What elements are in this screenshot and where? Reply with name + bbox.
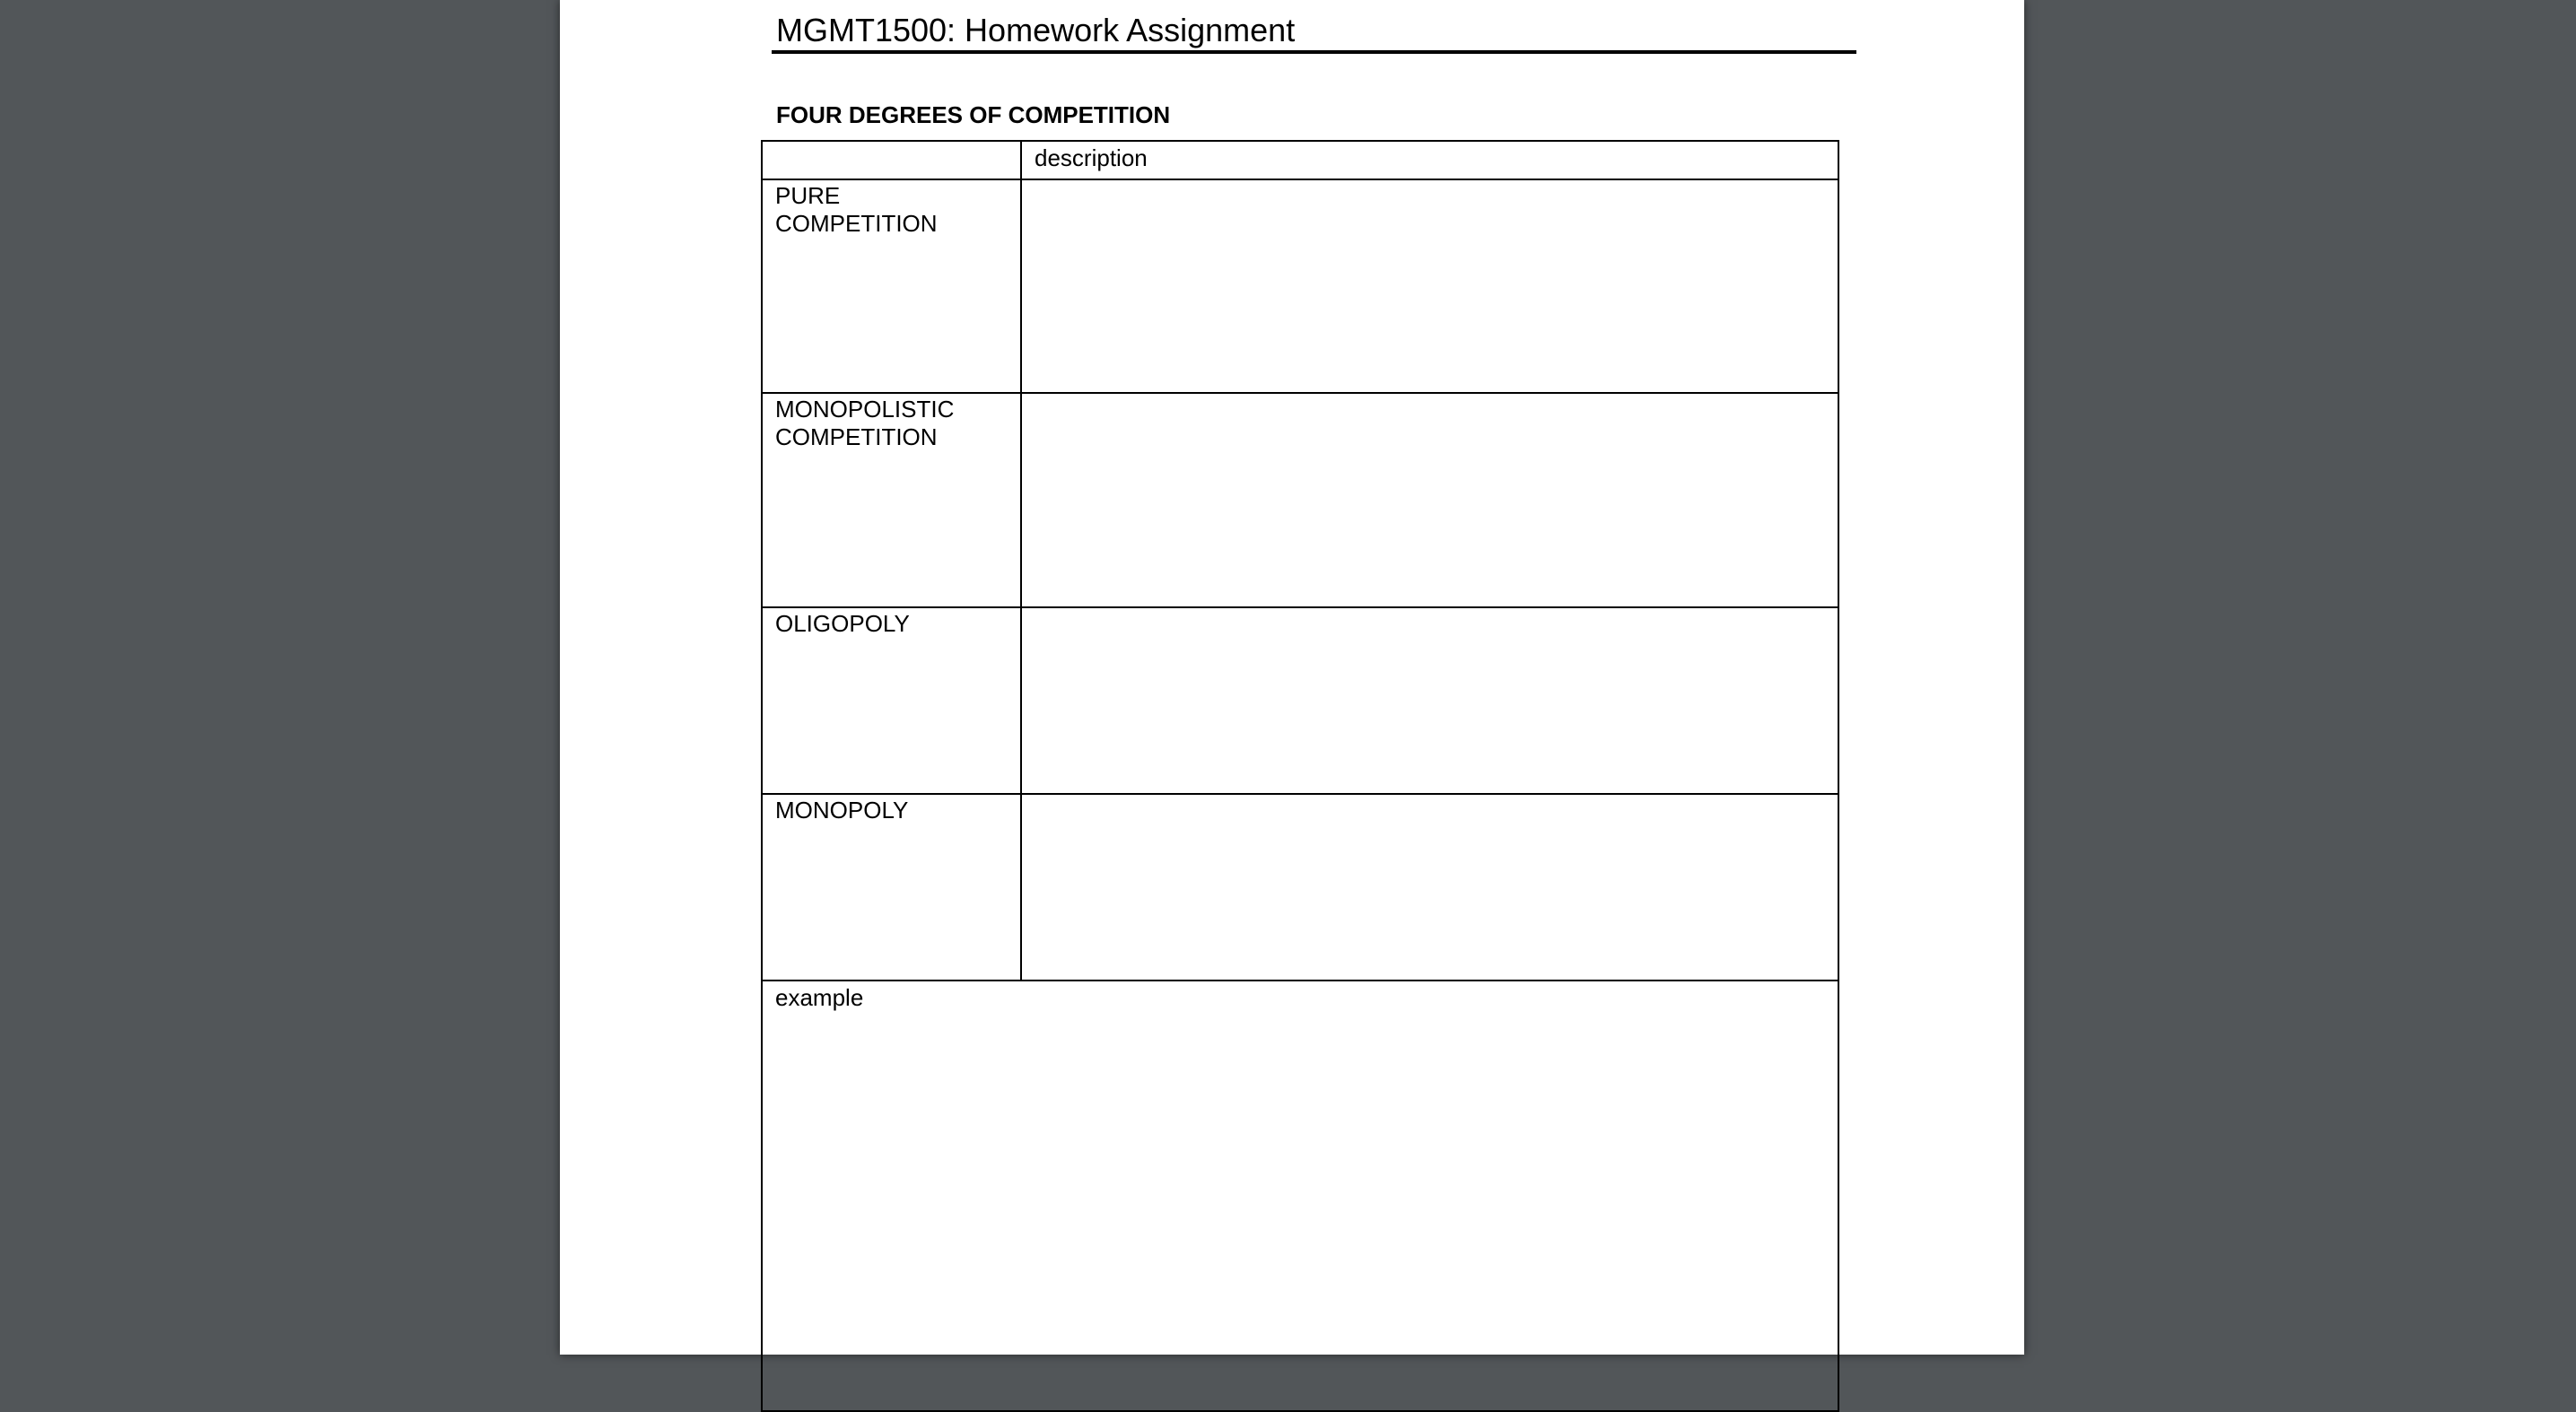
row-label-monopoly	[762, 794, 1021, 981]
description-cell-pure-competition[interactable]	[1021, 179, 1838, 393]
table-header-row	[762, 141, 1838, 179]
description-cell-monopoly[interactable]	[1021, 794, 1838, 981]
row-label-line: MONOPOLY	[775, 797, 909, 824]
example-cell[interactable]	[762, 981, 1838, 1411]
table-row	[762, 607, 1838, 794]
table-row	[762, 393, 1838, 607]
section-heading: FOUR DEGREES OF COMPETITION	[776, 101, 1171, 128]
document-page	[560, 0, 2024, 1355]
competition-table	[761, 140, 1839, 1412]
header-description-cell: description	[1021, 141, 1838, 179]
description-cell-oligopoly[interactable]	[1021, 607, 1838, 794]
table-row	[762, 794, 1838, 981]
header-label-cell	[762, 141, 1021, 179]
row-label-pure-competition	[762, 179, 1021, 393]
description-cell-monopolistic-competition[interactable]	[1021, 393, 1838, 607]
row-label-oligopoly	[762, 607, 1021, 794]
example-label: example	[775, 984, 864, 1011]
row-label-line: COMPETITION	[775, 423, 938, 450]
row-label-line: PURE	[775, 182, 841, 209]
row-label-line: COMPETITION	[775, 210, 938, 237]
row-label-line: OLIGOPOLY	[775, 610, 910, 637]
title-underline	[772, 50, 1856, 54]
row-label-monopolistic-competition	[762, 393, 1021, 607]
row-label-line: MONOPOLISTIC	[775, 396, 955, 423]
example-row	[762, 981, 1838, 1411]
document-title: MGMT1500: Homework Assignment	[776, 12, 1296, 48]
table-row	[762, 179, 1838, 393]
